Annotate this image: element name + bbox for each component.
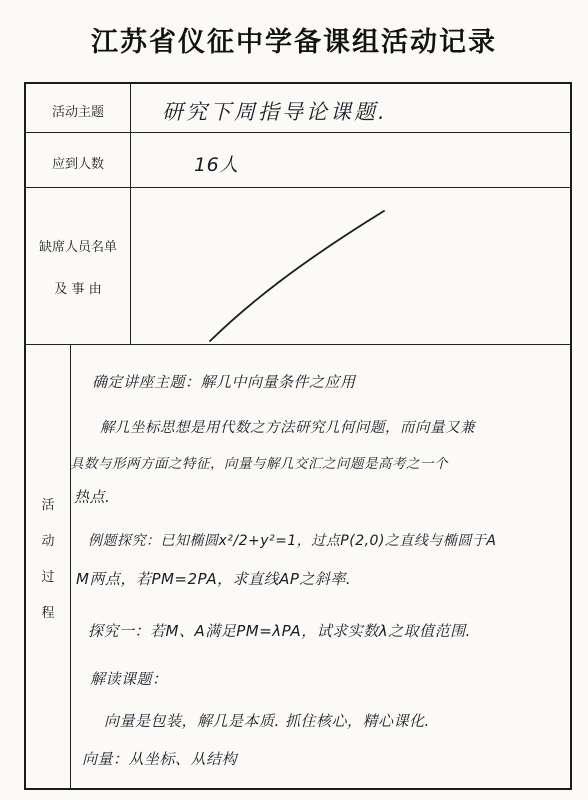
process-label-char: 活 [41, 498, 55, 513]
process-line: 向量是包装，解几是本质. 抓住核心，精心课化. [104, 712, 430, 730]
process-line: 向量：从坐标、从结构 [82, 750, 238, 768]
process-column-divider [70, 344, 71, 790]
label-column-divider [130, 84, 131, 344]
process-line: 解读课题： [90, 670, 168, 688]
document-title: 江苏省仪征中学备课组活动记录 [91, 27, 497, 58]
process-label-char: 程 [41, 606, 55, 621]
row-divider [26, 132, 570, 133]
process-line: 确定讲座主题：解几中向量条件之应用 [92, 373, 356, 391]
process-line: M两点，若PM=2PA，求直线AP之斜率. [76, 570, 352, 588]
absent-reason-label: 及 事 由 [54, 282, 102, 297]
process-label-char: 动 [41, 534, 55, 549]
process-line: 例题探究：已知椭圆x²/2+y²=1，过点P(2,0)之直线与椭圆于A [88, 533, 497, 549]
process-line: 热点. [74, 488, 111, 506]
row-divider [26, 187, 570, 188]
no-absence-slash-mark [208, 209, 388, 344]
attendance-label: 应到人数 [51, 157, 104, 172]
process-line: 探究一：若M、A满足PM=λPA，试求实数λ之取值范围. [88, 622, 471, 640]
process-line: 解几坐标思想是用代数之方法研究几何问题，而向量又兼 [100, 420, 475, 436]
row-divider [26, 344, 570, 345]
process-line: 具数与形两方面之特征，向量与解几交汇之问题是高考之一个 [70, 456, 448, 472]
process-label-char: 过 [41, 570, 55, 585]
absent-label: 缺席人员名单 [38, 240, 117, 255]
record-form-table [24, 82, 572, 790]
topic-value: 研究下周指导论课题. [162, 100, 388, 124]
attendance-value: 16人 [194, 154, 239, 176]
topic-label: 活动主题 [51, 105, 104, 120]
